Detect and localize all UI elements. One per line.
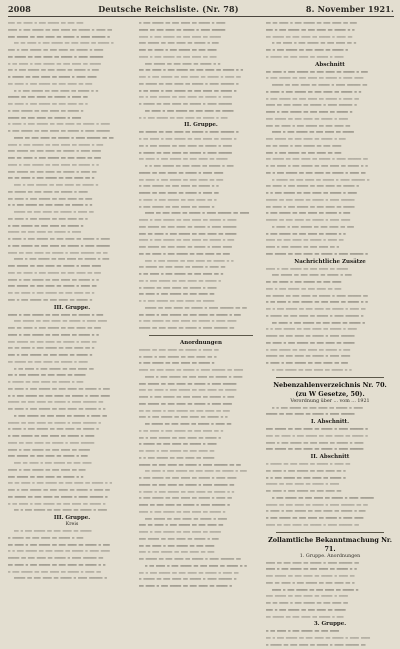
col1-subheading-2: Kreis <box>65 522 79 527</box>
text-line: ▬ ▬▬▬ ▬▬▬▬▬ ▬▬ ▬▬▬ ▬▬▬▬ ▬▬ ▬▬▬▬▬ ▬ ▬▬▬▬ ▬▬ <box>139 495 232 501</box>
text-line: ▬▬▬ ▬▬▬▬▬ ▬▬ ▬▬▬ ▬▬▬▬ ▬▬ ▬▬▬▬▬ ▬ ▬▬▬▬ ▬▬ <box>8 168 97 174</box>
col3-heading-4: II. Abschnitt <box>310 454 350 460</box>
text-line: ▬ ▬▬▬ ▬▬▬▬▬ ▬▬ ▬▬▬ ▬▬▬▬ ▬▬ ▬▬▬▬▬ ▬ ▬▬▬ <box>266 346 350 352</box>
text-line: ▬▬▬▬ ▬ ▬▬▬ ▬▬▬▬▬ ▬▬ ▬▬▬ ▬▬▬▬ ▬▬ ▬▬▬▬▬ ▬ ▬▬▬▬ <box>139 217 237 222</box>
text-line: ▬▬▬▬ ▬ ▬▬▬ ▬▬▬▬▬ ▬▬ ▬▬▬ ▬▬▬▬ ▬▬ ▬▬▬▬▬ ▬ <box>272 586 359 592</box>
text-line: ▬▬▬▬ ▬ ▬▬▬ ▬▬▬▬▬ ▬▬ ▬▬▬ ▬▬▬▬ ▬▬ ▬▬▬▬▬ ▬ ▬▬▬ <box>14 256 109 262</box>
text-line: ▬▬▬▬▬ ▬▬ ▬▬▬ ▬▬▬▬ ▬▬ ▬▬▬▬▬ ▬ ▬▬▬▬ ▬▬▬▬▬▬ ▬▬ <box>139 481 234 487</box>
text-line: ▬ ▬▬ ▬▬▬▬ ▬ ▬▬▬ ▬▬▬▬▬ ▬▬ ▬▬▬ ▬▬▬▬ ▬▬ ▬ <box>272 40 356 46</box>
text-line: ▬ ▬ ▬▬▬ ▬▬▬▬▬ ▬▬ ▬▬▬ ▬▬▬▬ ▬▬ ▬▬▬▬▬ <box>139 298 215 303</box>
column-2 <box>139 20 263 605</box>
text-line: ▬▬ ▬▬▬▬ ▬ ▬▬▬ ▬▬▬▬▬ ▬▬ ▬▬▬ ▬▬▬▬ ▬▬ ▬▬▬▬▬ ▬ <box>266 183 359 189</box>
text-line: ▬▬▬▬▬ ▬▬ ▬▬▬ ▬▬▬▬ ▬▬ ▬▬▬▬▬ ▬ ▬▬▬▬ ▬▬▬▬ <box>139 169 223 175</box>
text-line: ▬▬ ▬ ▬▬▬ ▬▬▬▬▬ ▬▬ ▬▬▬ ▬▬▬▬ ▬▬ ▬▬▬▬▬ ▬ ▬▬▬▬ <box>14 507 107 513</box>
text-line: ▬▬▬ ▬▬▬▬▬ ▬▬ ▬▬▬ ▬▬▬▬ ▬▬ ▬▬▬▬▬ ▬ ▬▬▬▬ ▬▬▬▬ <box>139 400 232 406</box>
text-line: ▬ ▬▬▬ ▬▬▬▬▬ ▬▬ ▬▬▬ ▬▬▬▬ ▬▬ ▬▬▬▬▬ ▬ <box>8 222 84 228</box>
text-line: ▬▬▬▬ ▬ ▬▬▬ ▬▬▬▬▬ ▬▬ ▬▬▬ ▬▬▬▬ ▬▬ ▬▬▬ <box>139 53 217 59</box>
col3-block-2 <box>266 69 394 258</box>
text-line: ▬▬▬▬ ▬ ▬▬▬ ▬▬▬▬▬ ▬▬ ▬▬▬ ▬▬▬▬ ▬▬ ▬▬▬▬▬ ▬ <box>266 109 353 114</box>
text-line: ▬▬ ▬ ▬▬▬ ▬▬▬▬▬ ▬▬ ▬▬▬ ▬▬▬▬ ▬▬ ▬▬▬▬▬ ▬ ▬▬▬▬ ▬▬▬▬ <box>266 635 370 640</box>
text-line: ▬▬ ▬▬▬▬ ▬ ▬▬▬ ▬▬▬▬▬ ▬▬ ▬▬▬ ▬▬▬▬ ▬▬ ▬▬▬▬▬ ▬ ▬ <box>8 561 106 567</box>
text-line: ▬ ▬▬▬▬ ▬ ▬▬▬ ▬▬▬▬▬ ▬▬ ▬▬▬ ▬▬▬▬ ▬▬ ▬▬▬▬▬ ▬ ▬ <box>266 88 361 94</box>
col1-block-2 <box>8 196 136 304</box>
text-line: ▬▬ ▬▬▬▬▬ ▬▬ ▬▬▬ ▬▬▬▬ ▬▬ ▬▬▬▬▬ ▬ ▬▬▬▬ ▬▬▬▬▬▬ ▬ <box>139 80 239 86</box>
col3-block-7 <box>266 560 394 621</box>
text-line: ▬▬ ▬▬▬▬ ▬ ▬▬▬ ▬▬▬▬▬ ▬▬ ▬▬▬ ▬▬▬▬ ▬▬ ▬▬▬▬▬ ▬ ▬▬▬ <box>8 541 110 547</box>
text-line: ▬▬▬▬▬ ▬▬ ▬▬▬ ▬▬▬▬ ▬▬ ▬▬▬▬▬ ▬ ▬▬▬▬ <box>8 114 81 120</box>
text-line: ▬▬▬▬ ▬▬ ▬▬▬ ▬▬▬▬ ▬▬ ▬▬▬▬▬ ▬ ▬▬▬▬ ▬▬ <box>266 237 344 243</box>
column-1 <box>8 20 136 605</box>
text-line: ▬▬▬ ▬▬ ▬▬▬▬ ▬ ▬▬▬ ▬▬▬▬▬ ▬▬ ▬▬▬ ▬▬▬▬ ▬▬ ▬▬▬▬▬ ▬ <box>266 432 368 438</box>
text-line: ▬▬ ▬▬▬▬ ▬ ▬▬▬ ▬▬▬▬▬ ▬▬ ▬▬▬ ▬▬▬▬ ▬▬ ▬▬▬▬▬ ▬ ▬▬▬ <box>139 311 241 317</box>
text-line: ▬ ▬▬▬▬▬ ▬▬ ▬▬▬ ▬▬▬▬ ▬▬ ▬▬▬▬▬ ▬ ▬▬▬▬ ▬▬▬▬▬▬ <box>139 149 232 155</box>
text-line: ▬▬▬▬ ▬ ▬▬▬ ▬▬▬▬▬ ▬▬ ▬▬▬ ▬▬▬▬ ▬▬ ▬▬▬▬▬ ▬ ▬▬▬▬ <box>145 373 243 379</box>
text-line: ▬ ▬▬▬▬ ▬ ▬▬▬ ▬▬▬▬▬ ▬▬ ▬▬▬ ▬▬▬▬ ▬▬ ▬ <box>139 196 217 202</box>
text-line: ▬▬ ▬▬ ▬▬▬▬ ▬ ▬▬▬ ▬▬▬▬▬ ▬▬ ▬▬▬ ▬▬▬▬ ▬▬ <box>266 600 348 605</box>
text-line: ▬▬▬▬▬ ▬▬ ▬▬▬ ▬▬▬▬ ▬▬ ▬▬▬▬▬ ▬ ▬▬▬▬ ▬▬▬▬▬▬ ▬▬ ▬▬ <box>145 304 247 310</box>
col3-heading-2: Nachrichtliche Zusätze <box>294 258 366 265</box>
text-line: ▬ ▬▬▬▬ ▬ ▬▬▬ ▬▬▬▬▬ ▬▬ ▬▬▬ ▬▬▬▬ ▬▬ ▬▬▬ <box>272 223 354 229</box>
text-line: ▬▬▬▬▬ ▬▬ ▬▬▬ ▬▬▬▬ ▬▬ ▬▬▬▬▬ ▬ ▬▬▬▬ ▬▬ <box>8 94 88 100</box>
text-line: ▬▬ ▬▬ ▬▬▬▬ ▬ ▬▬▬ ▬▬▬▬▬ ▬▬ ▬▬▬ ▬▬▬▬ ▬▬ ▬ <box>8 345 95 351</box>
text-line: ▬▬ ▬▬ ▬▬▬▬ ▬ ▬▬▬ ▬▬▬▬▬ ▬▬ ▬▬▬ ▬▬▬▬ ▬▬ ▬▬▬▬▬ ▬ <box>14 40 114 46</box>
text-line: ▬ ▬▬▬ ▬▬▬▬▬ ▬▬ ▬▬▬ ▬▬▬▬ ▬▬ ▬▬▬▬▬ ▬ ▬▬▬▬ ▬▬ <box>14 412 107 418</box>
text-line: ▬▬ ▬ ▬▬▬ ▬▬▬▬▬ ▬▬ ▬▬▬ ▬▬▬▬ ▬▬ ▬▬▬▬▬ <box>8 372 86 378</box>
text-line: ▬ ▬ ▬▬▬ ▬▬▬▬▬ ▬▬ ▬▬▬ ▬▬▬▬ ▬▬ ▬▬▬▬▬ ▬ ▬▬▬▬ ▬▬▬▬ <box>8 548 110 554</box>
text-line: ▬▬ ▬▬ ▬▬▬▬ ▬ ▬▬▬ ▬▬▬▬▬ ▬▬ ▬▬▬ ▬▬▬▬ ▬▬ ▬▬▬ <box>266 20 357 25</box>
text-line: ▬▬▬▬ ▬ ▬▬▬ ▬▬▬▬▬ ▬▬ ▬▬▬ ▬▬▬▬ ▬▬ ▬▬▬▬▬ ▬ ▬ <box>266 566 357 572</box>
text-line: ▬▬ ▬▬▬▬ ▬ ▬▬▬ ▬▬▬▬▬ ▬▬ ▬▬▬ ▬▬▬▬ ▬▬ ▬▬▬ <box>8 80 92 86</box>
text-line: ▬ ▬▬▬▬▬ ▬▬ ▬▬▬ ▬▬▬▬ ▬▬ ▬▬▬▬▬ ▬ ▬▬▬▬ ▬▬ <box>266 461 350 466</box>
col3-big-heading-2: Zollamtliche Bekanntmachung Nr. 71. <box>268 535 392 553</box>
text-line: ▬▬▬▬ ▬ ▬▬▬ ▬▬▬▬▬ ▬▬ ▬▬▬ ▬▬▬▬ ▬▬ ▬▬▬▬▬ <box>8 446 90 452</box>
text-line: ▬ ▬▬▬▬▬ ▬▬ ▬▬▬ ▬▬▬▬ ▬▬ ▬▬▬▬▬ ▬ ▬▬▬▬ ▬▬▬▬ <box>8 74 97 79</box>
text-line: ▬ ▬▬▬ ▬▬▬▬▬ ▬▬ ▬▬▬ ▬▬▬▬ ▬▬ ▬▬▬▬▬ ▬ <box>8 107 84 113</box>
text-line: ▬▬ ▬▬▬▬▬ ▬▬ ▬▬▬ ▬▬▬▬ ▬▬ ▬▬▬▬▬ ▬ ▬▬▬▬ ▬▬▬▬▬▬ <box>8 53 103 59</box>
text-line: ▬▬ ▬▬▬▬▬ ▬▬ ▬▬▬ ▬▬▬▬ ▬▬ ▬▬▬▬▬ ▬ ▬▬▬▬ ▬▬▬▬▬▬ ▬▬ <box>266 156 368 162</box>
text-line: ▬▬▬ ▬▬▬▬▬ ▬▬ ▬▬▬ ▬▬▬▬ ▬▬ ▬▬▬▬▬ ▬ ▬▬▬▬ ▬▬ <box>8 283 97 289</box>
text-line: ▬▬▬▬▬ ▬▬ ▬▬▬ ▬▬▬▬ ▬▬ ▬▬▬▬▬ ▬ ▬▬▬▬ ▬▬▬▬▬▬ ▬▬ <box>139 325 234 330</box>
text-line: ▬▬▬ ▬▬ ▬▬▬▬ ▬ ▬▬▬ ▬▬▬▬▬ ▬▬ ▬▬▬ ▬▬▬▬ ▬▬ ▬▬▬ <box>8 325 101 330</box>
text-line: ▬▬▬▬ ▬ ▬▬▬ ▬▬▬▬▬ ▬▬ ▬▬▬ ▬▬▬▬ ▬▬ ▬▬▬▬▬ ▬ ▬ <box>8 276 99 282</box>
text-line: ▬▬▬▬ ▬ ▬▬▬ ▬▬▬▬▬ ▬▬ ▬▬▬ ▬▬▬▬ ▬▬ ▬▬▬▬▬ ▬ <box>139 508 226 514</box>
col3-block-4 <box>266 405 394 419</box>
text-line: ▬ ▬▬▬ ▬▬▬▬▬ ▬▬ ▬▬▬ ▬▬▬▬ ▬▬ ▬▬▬▬▬ ▬ ▬ <box>272 366 352 372</box>
text-line: ▬▬ ▬▬ ▬▬▬▬ ▬ ▬▬▬ ▬▬▬▬▬ ▬▬ ▬▬▬ ▬▬▬▬ <box>139 542 215 548</box>
text-line: ▬▬ ▬▬▬▬ ▬ ▬▬▬ ▬▬▬▬▬ ▬▬ ▬▬▬ ▬▬▬▬ ▬▬ <box>139 448 215 453</box>
text-line: ▬▬▬▬ ▬ ▬▬▬ ▬▬▬▬▬ ▬▬ ▬▬▬ ▬▬▬▬ ▬▬ ▬▬▬▬▬ <box>139 529 221 534</box>
text-line: ▬▬ ▬ ▬▬▬ ▬▬▬▬▬ ▬▬ ▬▬▬ ▬▬▬▬ ▬▬ ▬▬▬▬▬ ▬ <box>139 277 221 283</box>
text-line: ▬▬▬▬ ▬▬ ▬▬▬ ▬▬▬▬ ▬▬ ▬▬▬▬▬ ▬ ▬▬▬▬ ▬▬▬▬▬▬ ▬▬ <box>266 559 359 565</box>
text-line: ▬▬ ▬▬▬▬▬ ▬▬ ▬▬▬ ▬▬▬▬ ▬▬ ▬▬▬▬▬ ▬ ▬▬▬▬ <box>8 188 88 194</box>
text-line: ▬▬ ▬▬ ▬▬▬▬ ▬ ▬▬▬ ▬▬▬▬▬ ▬▬ ▬▬▬ ▬▬▬▬ <box>266 279 342 284</box>
text-line: ▬ ▬▬▬▬▬ ▬▬ ▬▬▬ ▬▬▬▬ ▬▬ ▬▬▬▬▬ ▬ ▬▬▬▬ <box>139 284 217 290</box>
text-line: ▬ ▬▬▬ ▬▬▬▬▬ ▬▬ ▬▬▬ ▬▬▬▬ ▬▬ ▬▬▬▬▬ ▬ ▬ <box>266 230 346 236</box>
col2-block-1 <box>139 20 263 121</box>
text-line: ▬▬ ▬▬▬▬ ▬ ▬▬▬ ▬▬▬▬▬ ▬▬ ▬▬▬ ▬▬▬▬ ▬▬ ▬▬▬▬▬ <box>145 107 234 113</box>
text-line: ▬▬▬ ▬ ▬▬▬ ▬▬▬▬▬ ▬▬ ▬▬▬ ▬▬▬▬ ▬▬ ▬▬▬▬▬ ▬ <box>8 352 92 357</box>
text-line: ▬▬▬ ▬▬▬▬▬ ▬▬ ▬▬▬ ▬▬▬▬ ▬▬ ▬▬▬▬▬ ▬ ▬ <box>145 60 221 66</box>
text-line: ▬ ▬▬▬ ▬▬▬▬▬ ▬▬ ▬▬▬ ▬▬▬▬ ▬▬ ▬▬▬▬▬ ▬ ▬▬▬ <box>266 210 350 216</box>
page-header <box>8 4 394 16</box>
text-line: ▬▬ ▬▬▬▬ ▬ ▬▬▬ ▬▬▬▬▬ ▬▬ ▬▬▬ ▬▬▬▬ ▬▬ ▬ <box>266 467 346 473</box>
text-line: ▬▬▬ ▬ ▬▬▬ ▬▬▬▬▬ ▬▬ ▬▬▬ ▬▬▬▬ ▬▬ ▬▬▬▬▬ ▬ <box>8 296 92 302</box>
text-line: ▬ ▬▬▬▬▬ ▬▬ ▬▬▬ ▬▬▬▬ ▬▬ ▬▬▬▬▬ ▬ ▬▬▬▬ <box>139 441 217 447</box>
text-line: ▬▬▬▬ ▬ ▬▬▬ ▬▬▬▬▬ ▬▬ ▬▬▬ ▬▬▬▬ ▬▬ ▬▬▬▬▬ ▬ ▬▬▬ <box>139 237 234 243</box>
text-line: ▬▬▬ ▬▬▬▬▬ ▬▬ ▬▬▬ ▬▬▬▬ ▬▬ ▬▬▬▬▬ ▬ ▬▬▬▬ ▬▬▬▬▬▬ <box>266 446 364 452</box>
header-rule <box>8 16 394 17</box>
text-line: ▬▬ ▬▬ ▬▬▬▬ ▬ ▬▬▬ ▬▬▬▬▬ ▬▬ ▬▬▬ ▬▬▬▬ ▬▬ ▬▬▬ <box>139 250 230 256</box>
text-line: ▬▬ ▬▬ ▬▬▬▬ ▬ ▬▬▬ ▬▬▬▬▬ ▬▬ ▬▬▬ ▬▬▬▬ ▬▬ ▬▬▬ <box>139 407 230 413</box>
text-line: ▬ ▬▬ ▬▬▬▬ ▬ ▬▬▬ ▬▬▬▬▬ ▬▬ ▬▬▬ ▬▬▬▬ ▬▬ ▬▬▬▬▬ <box>8 60 101 66</box>
text-line: ▬ ▬▬ ▬▬▬▬ ▬ ▬▬▬ ▬▬▬▬▬ ▬▬ ▬▬▬ ▬▬▬▬ ▬▬ ▬▬▬▬▬ ▬ <box>139 136 237 141</box>
text-line: ▬▬▬ ▬▬ ▬▬▬▬ ▬ ▬▬▬ ▬▬▬▬▬ ▬▬ ▬▬▬ ▬▬▬ <box>8 20 84 25</box>
text-line: ▬▬▬ ▬▬ ▬▬▬▬ ▬ ▬▬▬ ▬▬▬▬▬ ▬▬ ▬▬▬ ▬▬▬▬ ▬▬ <box>266 122 350 128</box>
text-line: ▬ ▬▬▬▬ ▬ ▬▬▬ ▬▬▬▬▬ ▬▬ ▬▬▬ ▬▬▬▬ ▬▬ ▬▬▬▬▬ ▬ ▬ <box>139 488 234 494</box>
text-line: ▬ ▬ ▬▬▬ ▬▬▬▬▬ ▬▬ ▬▬▬ ▬▬▬▬ ▬▬ ▬▬▬▬▬ <box>139 454 215 460</box>
text-line: ▬▬▬ ▬▬▬▬▬ ▬▬ ▬▬▬ ▬▬▬▬ ▬▬ ▬▬▬▬▬ ▬ ▬▬▬ <box>139 535 219 541</box>
text-line: ▬▬ ▬▬▬▬ ▬ ▬▬▬ ▬▬▬▬▬ ▬▬ ▬▬▬ ▬▬▬▬ ▬▬ ▬▬▬▬▬ <box>266 203 355 209</box>
text-line: ▬▬▬ ▬▬▬▬▬ ▬▬ ▬▬▬ ▬▬▬▬ ▬▬ ▬▬▬▬▬ ▬ ▬▬▬▬ ▬▬▬▬▬▬ ▬ <box>8 33 110 39</box>
col3-block-6 <box>266 461 394 529</box>
text-line: ▬ ▬▬▬▬ ▬ ▬▬▬ ▬▬▬▬▬ ▬▬ ▬▬▬ ▬▬▬▬ ▬▬ ▬▬▬▬▬ ▬ <box>8 426 99 432</box>
text-line: ▬ ▬▬▬▬▬ ▬▬ ▬▬▬ ▬▬▬▬ ▬▬ ▬▬▬▬▬ ▬ ▬▬▬ <box>8 379 84 384</box>
text-line: ▬▬▬ ▬▬▬▬▬ ▬▬ ▬▬▬ ▬▬▬▬ ▬▬ ▬▬▬▬▬ ▬ ▬▬▬▬ ▬▬▬▬▬▬ ▬ <box>266 250 368 256</box>
text-line: ▬▬ ▬▬▬▬▬ ▬▬ ▬▬▬ ▬▬▬▬ ▬▬ ▬▬▬▬▬ ▬ ▬▬▬▬ ▬▬▬▬▬▬ ▬ <box>8 493 108 499</box>
text-line: ▬▬ ▬▬ ▬▬▬▬ ▬ ▬▬▬ ▬▬▬▬▬ ▬▬ ▬▬▬ ▬▬▬▬ ▬▬ ▬ <box>8 290 95 295</box>
text-line: ▬▬▬▬▬ ▬▬ ▬▬▬ ▬▬▬▬ ▬▬ ▬▬▬▬▬ ▬ ▬▬▬▬ ▬▬ <box>139 346 219 352</box>
page-date: 8. November 1921. <box>305 4 394 14</box>
text-line: ▬▬ ▬▬ ▬▬▬▬ ▬ ▬▬▬ ▬▬▬▬▬ ▬▬ ▬▬▬ ▬▬▬▬ <box>266 142 342 148</box>
text-line: ▬▬ ▬ ▬▬▬ ▬▬▬▬▬ ▬▬ ▬▬▬ ▬▬▬▬ ▬▬ ▬▬▬▬▬ ▬ ▬▬▬▬ ▬▬ <box>139 569 239 575</box>
text-line: ▬▬ ▬▬▬▬▬ ▬▬ ▬▬▬ ▬▬▬▬ ▬▬ ▬▬▬▬▬ ▬ ▬▬▬▬ ▬▬▬▬▬▬ ▬▬ <box>139 556 241 561</box>
text-line: ▬▬▬▬▬ ▬▬ ▬▬▬ ▬▬▬▬ ▬▬ ▬▬▬▬▬ ▬ ▬▬▬▬ ▬▬▬▬▬▬ <box>266 333 355 338</box>
text-line: ▬▬▬▬ ▬▬ ▬▬▬ ▬▬▬▬ ▬▬ ▬▬▬▬▬ ▬ ▬▬▬▬ ▬▬▬▬▬▬ <box>8 439 95 445</box>
col2-block-2 <box>139 129 263 332</box>
text-line: ▬▬ ▬ ▬▬▬ ▬▬▬▬▬ ▬▬ ▬▬▬ ▬▬▬▬ ▬▬ ▬▬▬▬▬ ▬ ▬▬▬ <box>8 67 99 73</box>
text-line: ▬▬ ▬▬▬▬ ▬ ▬▬▬ ▬▬▬▬▬ ▬▬ ▬▬▬ ▬▬▬▬ ▬▬ ▬▬▬▬▬ ▬ ▬▬▬ <box>145 468 247 474</box>
text-line: ▬ ▬▬ ▬▬▬▬ ▬ ▬▬▬ ▬▬▬▬▬ ▬▬ ▬▬▬ ▬▬▬▬ <box>266 628 339 634</box>
text-line: ▬▬▬ ▬ ▬▬▬ ▬▬▬▬▬ ▬▬ ▬▬▬ ▬▬▬▬ ▬▬ ▬▬▬▬▬ <box>266 606 346 612</box>
text-line: ▬▬ ▬▬▬▬ ▬ ▬▬▬ ▬▬▬▬▬ ▬▬ ▬▬▬ ▬▬▬▬ ▬▬ <box>266 488 342 493</box>
text-line: ▬▬▬ ▬▬▬▬▬ ▬▬ ▬▬▬ ▬▬▬▬ ▬▬ ▬▬▬▬▬ ▬ ▬▬▬ <box>266 136 346 141</box>
text-line: ▬▬ ▬▬ ▬▬▬▬ ▬ ▬▬▬ ▬▬▬▬▬ ▬▬ ▬▬▬ ▬▬▬▬ ▬▬ ▬▬▬▬▬ ▬ ▬ <box>139 67 243 73</box>
text-line: ▬▬ ▬▬▬▬ ▬ ▬▬▬ ▬▬▬▬▬ ▬▬ ▬▬▬ ▬▬▬▬ ▬▬ ▬▬▬▬▬ ▬ ▬▬▬ <box>266 68 368 74</box>
text-line: ▬▬ ▬▬▬▬▬ ▬▬ ▬▬▬ ▬▬▬▬ ▬▬ ▬▬▬▬▬ ▬ ▬▬▬▬ ▬▬ <box>145 421 232 426</box>
text-line: ▬ ▬ ▬▬▬ ▬▬▬▬▬ ▬▬ ▬▬▬ ▬▬▬▬ ▬▬ ▬▬▬▬▬ ▬ ▬ <box>8 202 92 208</box>
text-line: ▬ ▬ ▬▬▬ ▬▬▬▬▬ ▬▬ ▬▬▬ ▬▬▬▬ ▬▬ ▬▬▬▬▬ ▬ ▬▬▬▬ <box>266 190 357 195</box>
text-line: ▬▬▬ ▬▬▬▬▬ ▬▬ ▬▬▬ ▬▬▬▬ ▬▬ ▬▬▬▬▬ ▬ ▬▬▬▬ ▬▬ <box>266 573 355 578</box>
page-number: 2008 <box>8 4 32 14</box>
text-line: ▬▬▬ ▬ ▬▬▬ ▬▬▬▬▬ ▬▬ ▬▬▬ ▬▬▬▬ ▬▬ ▬▬▬▬▬ ▬ ▬▬▬▬ ▬▬ <box>8 487 110 492</box>
text-line: ▬ ▬▬▬ ▬▬▬▬▬ ▬▬ ▬▬▬ ▬▬▬▬ ▬▬ ▬▬▬▬▬ ▬ ▬▬▬▬ ▬▬ <box>8 568 101 574</box>
text-line: ▬▬ ▬ ▬▬▬ ▬▬▬▬▬ ▬▬ ▬▬▬ ▬▬▬▬ ▬▬ ▬▬▬▬▬ ▬ <box>139 434 221 440</box>
col3-subheading-1: Verordnung über ... vom ... 1921 <box>290 398 370 404</box>
text-line: ▬ ▬▬▬ ▬▬▬▬▬ ▬▬ ▬▬▬ ▬▬▬▬ ▬▬ ▬▬▬▬▬ ▬ ▬▬▬▬ ▬▬▬▬▬▬ <box>8 128 110 133</box>
text-line: ▬▬▬▬▬ ▬▬ ▬▬▬ ▬▬▬▬ ▬▬ ▬▬▬▬▬ ▬ ▬▬▬▬ ▬▬▬▬▬▬ ▬▬ <box>8 555 103 560</box>
text-line: ▬▬▬ ▬▬▬▬▬ ▬▬ ▬▬▬ ▬▬▬▬ ▬▬ ▬▬▬▬▬ ▬ ▬▬▬▬ ▬▬▬▬▬▬ <box>139 380 237 386</box>
text-line: ▬▬▬▬▬ ▬▬ ▬▬▬ ▬▬▬▬ ▬▬ ▬▬▬▬▬ ▬ ▬▬▬▬ ▬▬▬▬▬▬ <box>266 411 355 417</box>
text-line: ▬▬▬ ▬▬▬▬▬ ▬▬ ▬▬▬ ▬▬▬▬ ▬▬ ▬▬▬▬▬ ▬ ▬▬▬▬ <box>266 593 348 599</box>
text-line: ▬▬▬▬ ▬ ▬▬▬ ▬▬▬▬▬ ▬▬ ▬▬▬ ▬▬▬▬ ▬▬ ▬▬▬▬▬ ▬ ▬ <box>8 161 99 167</box>
text-line: ▬▬▬▬▬ ▬▬ ▬▬▬ ▬▬▬▬ ▬▬ ▬▬▬▬▬ ▬ ▬▬▬▬ <box>8 229 81 235</box>
text-line: ▬▬ ▬ ▬▬▬ ▬▬▬▬▬ ▬▬ ▬▬▬ ▬▬▬▬ ▬▬ ▬▬▬▬▬ <box>14 528 92 533</box>
column-3 <box>266 20 394 647</box>
text-line: ▬▬▬▬▬ ▬▬ ▬▬▬ ▬▬▬▬ ▬▬ ▬▬▬▬▬ ▬ ▬▬▬▬ ▬▬ <box>14 209 94 214</box>
col2-heading-2: Anordnungen <box>179 339 223 346</box>
text-line: ▬▬▬▬ ▬ ▬▬▬ ▬▬▬▬▬ ▬▬ ▬▬▬ ▬▬▬▬ ▬▬ ▬▬▬▬▬ ▬ ▬▬▬▬ ▬▬ <box>8 26 112 32</box>
text-line: ▬▬▬ ▬ ▬▬▬ ▬▬▬▬▬ ▬▬ ▬▬▬ ▬▬▬▬ ▬▬ ▬▬▬ <box>266 285 342 291</box>
text-line: ▬▬▬▬▬ ▬▬ ▬▬▬ ▬▬▬▬ ▬▬ ▬▬▬▬▬ ▬ ▬▬▬▬ ▬▬▬▬▬▬ ▬▬ <box>8 399 103 405</box>
text-line: ▬▬▬▬▬ ▬▬ ▬▬▬ ▬▬▬▬ ▬▬ ▬▬▬▬▬ ▬ ▬▬▬▬ <box>266 481 339 487</box>
col2-heading-1: II. Gruppe. <box>184 122 218 129</box>
text-line: ▬▬▬ ▬▬ ▬▬▬▬ ▬ ▬▬▬ ▬▬▬▬▬ ▬▬ ▬▬▬ ▬▬▬▬ ▬▬ ▬▬▬▬▬ <box>139 387 237 393</box>
text-line: ▬ ▬▬▬▬ ▬ ▬▬▬ ▬▬▬▬▬ ▬▬ ▬▬▬ ▬▬▬▬ ▬▬ ▬▬▬▬▬ ▬ ▬▬▬▬ <box>8 121 110 127</box>
text-line: ▬ ▬▬▬ ▬▬▬▬▬ ▬▬ ▬▬▬ ▬▬▬▬ ▬▬ ▬▬▬▬▬ ▬ ▬▬▬▬ <box>139 20 226 25</box>
text-line: ▬▬▬ ▬▬▬▬▬ ▬▬ ▬▬▬ ▬▬▬▬ ▬▬ ▬▬▬▬▬ ▬ ▬▬▬ <box>272 272 352 278</box>
text-line: ▬▬▬ ▬▬▬▬▬ ▬▬ ▬▬▬ ▬▬▬▬ ▬▬ ▬▬▬▬▬ ▬ ▬▬▬▬ ▬▬▬▬ <box>139 244 232 249</box>
col3-big-heading-1b: (zu W Gesetze, 50). <box>295 389 365 398</box>
text-line: ▬▬▬ ▬ ▬▬▬ ▬▬▬▬▬ ▬▬ ▬▬▬ ▬▬▬▬ ▬▬ ▬▬▬▬▬ ▬ ▬ <box>266 26 355 32</box>
text-line: ▬▬▬▬▬ ▬▬ ▬▬▬ ▬▬▬▬ ▬▬ ▬▬▬▬▬ ▬ ▬▬▬▬ ▬▬▬▬▬▬ ▬▬ ▬▬ <box>139 461 241 467</box>
text-line: ▬ ▬▬▬▬▬ ▬▬ ▬▬▬ ▬▬▬▬ ▬▬ ▬▬▬▬▬ ▬ ▬▬▬▬ ▬▬▬▬▬▬ <box>139 101 232 106</box>
text-line: ▬▬ ▬▬▬▬ ▬ ▬▬▬ ▬▬▬▬▬ ▬▬ ▬▬▬ ▬▬▬▬ ▬▬ ▬▬▬▬▬ ▬ ▬ <box>8 406 106 411</box>
col1-heading-1: III. Gruppe. <box>53 304 91 311</box>
text-line: ▬ ▬▬▬▬▬ ▬▬ ▬▬▬ ▬▬▬▬ ▬▬ ▬▬▬▬▬ ▬ ▬▬▬▬ ▬▬▬▬▬▬ ▬ <box>266 312 364 318</box>
text-line: ▬▬▬ ▬▬▬▬▬ ▬▬ ▬▬▬ ▬▬▬▬ ▬▬ ▬▬▬▬▬ ▬ ▬▬▬▬ <box>145 515 227 521</box>
text-line: ▬ ▬ ▬▬▬ ▬▬▬▬▬ ▬▬ ▬▬▬ ▬▬▬▬ ▬▬ ▬▬▬▬▬ ▬ ▬▬▬ <box>145 163 234 168</box>
text-line: ▬▬▬ ▬ ▬▬▬ ▬▬▬▬▬ ▬▬ ▬▬▬ ▬▬▬▬ ▬▬ ▬▬▬▬▬ ▬ ▬ <box>139 414 228 420</box>
text-line: ▬ ▬ ▬▬▬ ▬▬▬▬▬ ▬▬ ▬▬▬ ▬▬▬▬ ▬▬ ▬▬▬▬▬ ▬ ▬▬▬▬ <box>272 404 363 410</box>
text-line: ▬▬▬▬ ▬▬ ▬▬▬ ▬▬▬▬ ▬▬ ▬▬▬▬▬ ▬ ▬▬▬▬ ▬▬▬▬▬▬ ▬▬ ▬▬ <box>8 249 108 255</box>
text-line: ▬ ▬▬▬ ▬▬▬▬▬ ▬▬ ▬▬▬ ▬▬▬▬ ▬▬ ▬▬▬▬▬ ▬ ▬▬▬▬ ▬▬▬▬▬▬ <box>272 494 374 500</box>
text-line: ▬▬ ▬ ▬▬▬ ▬▬▬▬▬ ▬▬ ▬▬▬ ▬▬▬▬ ▬▬ ▬▬▬▬▬ ▬ ▬▬▬▬ <box>139 94 232 100</box>
text-line: ▬▬ ▬▬▬▬ ▬ ▬▬▬ ▬▬▬▬▬ ▬▬ ▬▬▬ ▬▬▬▬ ▬▬ ▬▬▬▬▬ ▬ ▬▬▬ <box>8 385 110 391</box>
text-line: ▬ ▬▬▬▬▬ ▬▬ ▬▬▬ ▬▬▬▬ ▬▬ ▬▬▬▬▬ ▬ ▬▬▬▬ <box>266 53 344 59</box>
text-line: ▬▬ ▬▬▬▬▬ ▬▬ ▬▬▬ ▬▬▬▬ ▬▬ ▬▬▬▬▬ ▬ ▬▬▬▬ ▬▬▬▬▬▬ ▬ <box>139 129 239 135</box>
text-line: ▬▬ ▬▬▬▬ ▬ ▬▬▬ ▬▬▬▬▬ ▬▬ ▬▬▬ ▬▬▬▬ ▬▬ ▬▬▬ <box>139 176 223 182</box>
text-line: ▬▬▬▬ ▬ ▬▬▬ ▬▬▬▬▬ ▬▬ ▬▬▬ ▬▬▬▬ ▬▬ ▬▬▬ <box>8 466 86 472</box>
text-line: ▬▬▬ ▬ ▬▬▬ ▬▬▬▬▬ ▬▬ ▬▬▬ ▬▬▬▬ ▬▬ ▬▬▬▬▬ ▬ <box>14 182 98 187</box>
text-line: ▬▬ ▬▬▬▬ ▬ ▬▬▬ ▬▬▬▬▬ ▬▬ ▬▬▬ ▬▬▬▬ ▬▬ ▬ <box>8 215 88 221</box>
text-line: ▬▬▬ ▬▬▬▬▬ ▬▬ ▬▬▬ ▬▬▬▬ ▬▬ ▬▬▬▬▬ ▬ ▬▬▬▬ ▬▬▬▬ <box>14 318 107 324</box>
text-line: ▬▬▬▬▬ ▬▬ ▬▬▬ ▬▬▬▬ ▬▬ ▬▬▬▬▬ ▬ ▬▬▬▬ ▬▬ <box>139 190 219 195</box>
text-line: ▬ ▬▬▬ ▬▬▬▬▬ ▬▬ ▬▬▬ ▬▬▬▬ ▬▬ ▬▬▬▬▬ ▬ <box>139 203 215 209</box>
text-line: ▬ ▬ ▬▬▬ ▬▬▬▬▬ ▬▬ ▬▬▬ ▬▬▬▬ ▬▬ ▬▬▬▬▬ ▬ <box>266 474 346 480</box>
col2-separator <box>149 335 253 336</box>
text-line: ▬▬ ▬▬▬▬▬ ▬▬ ▬▬▬ ▬▬▬▬ ▬▬ ▬▬▬▬▬ ▬ ▬▬▬▬ <box>8 358 88 364</box>
text-line: ▬▬▬▬ ▬▬ ▬▬▬ ▬▬▬▬ ▬▬ ▬▬▬▬▬ ▬ ▬▬▬▬ ▬▬▬▬▬▬ <box>139 26 226 32</box>
text-line: ▬▬ ▬▬▬▬ ▬ ▬▬▬ ▬▬▬▬▬ ▬▬ ▬▬▬ ▬▬▬▬ ▬▬ ▬▬▬▬▬ <box>266 339 355 345</box>
text-line: ▬ ▬▬ ▬▬▬▬ ▬ ▬▬▬ ▬▬▬▬▬ ▬▬ ▬▬▬ ▬▬▬▬ ▬▬ ▬ <box>139 271 223 276</box>
text-line: ▬▬ ▬▬▬▬▬ ▬▬ ▬▬▬ ▬▬▬▬ ▬▬ ▬▬▬▬▬ ▬ ▬▬▬▬ ▬▬▬▬▬▬ ▬▬ <box>266 292 368 298</box>
text-line: ▬ ▬▬ ▬▬▬▬ ▬ ▬▬▬ ▬▬▬▬▬ ▬▬ ▬▬▬ ▬▬▬▬ ▬▬ ▬▬▬▬▬ ▬ <box>8 500 106 506</box>
col3-big-heading-1: Nebenzahlenverzeichnis Nr. 70. <box>273 380 387 389</box>
text-line: ▬▬ ▬▬▬▬ ▬ ▬▬▬ ▬▬▬▬▬ ▬▬ ▬▬▬ ▬▬▬▬ ▬▬ ▬▬▬▬▬ <box>139 156 228 162</box>
text-line: ▬▬▬▬ ▬ ▬▬▬ ▬▬▬▬▬ ▬▬ ▬▬▬ ▬▬▬▬ ▬▬ ▬▬▬▬▬ <box>139 33 221 39</box>
text-line: ▬▬▬▬ ▬ ▬▬▬ ▬▬▬▬▬ ▬▬ ▬▬▬ ▬▬▬▬ ▬▬ ▬ <box>266 244 339 249</box>
text-line: ▬▬▬▬ ▬▬ ▬▬▬ ▬▬▬▬ ▬▬ ▬▬▬▬▬ ▬ ▬▬▬▬ ▬▬▬▬▬▬ ▬▬ ▬▬ <box>14 134 114 140</box>
text-line: ▬▬ ▬▬▬▬ ▬ ▬▬▬ ▬▬▬▬▬ ▬▬ ▬▬▬ ▬▬▬▬ ▬▬ ▬▬▬▬▬ ▬ <box>139 583 232 588</box>
col3-block-3 <box>266 266 394 374</box>
text-line: ▬▬ ▬▬ ▬▬▬▬ ▬ ▬▬▬ ▬▬▬▬▬ ▬▬ ▬▬▬ ▬▬▬▬ ▬▬ ▬▬▬▬▬ ▬ ▬ <box>8 480 112 486</box>
col1-block-3 <box>8 312 136 515</box>
text-line: ▬ ▬ ▬▬▬ ▬▬▬▬▬ ▬▬ ▬▬▬ ▬▬▬▬ ▬▬ ▬▬▬▬▬ ▬ ▬▬▬▬ <box>266 326 357 332</box>
text-line: ▬ ▬▬ ▬▬▬▬ ▬ ▬▬▬ ▬▬▬▬▬ ▬▬ ▬▬▬ ▬▬▬▬ ▬▬ ▬▬▬▬▬ ▬ ▬ <box>266 163 368 168</box>
text-line: ▬▬▬▬▬ ▬▬ ▬▬▬ ▬▬▬▬ ▬▬ ▬▬▬▬▬ ▬ ▬▬▬▬ ▬▬▬▬▬▬ ▬ <box>8 419 101 425</box>
col1-block-4 <box>8 528 136 582</box>
text-line: ▬▬▬ ▬ ▬▬▬ ▬▬▬▬▬ ▬▬ ▬▬▬ ▬▬▬▬ ▬▬ ▬▬▬ <box>266 149 342 155</box>
text-line: ▬▬▬ ▬▬▬▬▬ ▬▬ ▬▬▬ ▬▬▬▬ ▬▬ ▬▬▬▬▬ ▬ ▬▬▬▬ ▬▬▬▬ <box>8 148 101 154</box>
text-line: ▬▬▬▬▬ ▬▬ ▬▬▬ ▬▬▬▬ ▬▬ ▬▬▬▬▬ ▬ ▬▬▬▬ ▬▬▬▬▬▬ ▬▬ ▬▬ <box>266 501 368 507</box>
text-line: ▬ ▬▬▬▬ ▬ ▬▬▬ ▬▬▬▬▬ ▬▬ ▬▬▬ ▬▬▬▬ ▬▬ ▬▬▬▬▬ ▬ ▬▬▬▬ <box>8 236 110 241</box>
text-line: ▬ ▬▬ ▬▬▬▬ ▬ ▬▬▬ ▬▬▬▬▬ ▬▬ ▬▬▬ ▬▬▬▬ ▬▬ ▬▬▬▬▬ ▬ ▬ <box>145 562 247 568</box>
text-line: ▬▬▬ ▬▬▬▬▬ ▬▬ ▬▬▬ ▬▬▬▬ ▬▬ ▬▬▬▬▬ ▬ ▬▬▬▬ ▬▬▬▬ <box>8 263 101 268</box>
col3-separator-2 <box>276 532 384 533</box>
text-line: ▬ ▬ ▬▬▬ ▬▬▬▬▬ ▬▬ ▬▬▬ ▬▬▬▬ ▬▬ ▬▬▬▬▬ ▬ ▬▬▬ <box>139 114 228 120</box>
text-line: ▬▬ ▬▬▬▬ ▬ ▬▬▬ ▬▬▬▬▬ ▬▬ ▬▬▬ ▬▬▬▬ ▬▬ ▬▬▬▬▬ ▬ <box>272 319 365 325</box>
text-line: ▬ ▬▬▬ ▬▬▬▬▬ ▬▬ ▬▬▬ ▬▬▬▬ ▬▬ ▬▬▬▬▬ ▬ ▬▬▬▬ ▬▬▬▬▬▬ <box>8 242 110 248</box>
text-line: ▬ ▬▬▬ ▬▬▬▬▬ ▬▬ ▬▬▬ ▬▬▬▬ ▬▬ ▬▬▬▬▬ ▬ <box>139 360 215 366</box>
text-line: ▬▬▬ ▬▬ ▬▬▬▬ ▬ ▬▬▬ ▬▬▬▬▬ ▬▬ ▬▬▬ ▬▬▬▬ <box>139 47 217 52</box>
text-line: ▬▬ ▬▬▬▬ ▬ ▬▬▬ ▬▬▬▬▬ ▬▬ ▬▬▬ ▬▬▬▬ ▬▬ ▬ <box>8 101 88 106</box>
text-line: ▬▬▬▬ ▬▬ ▬▬▬ ▬▬▬▬ ▬▬ ▬▬▬▬▬ ▬ ▬▬▬▬ ▬▬▬▬▬▬ ▬ <box>266 102 357 108</box>
text-line: ▬ ▬▬▬ ▬▬▬▬▬ ▬▬ ▬▬▬ ▬▬▬▬ ▬▬ ▬▬▬▬▬ ▬ ▬▬▬▬ ▬▬ <box>266 95 359 101</box>
text-line: ▬▬ ▬▬▬▬ ▬ ▬▬▬ ▬▬▬▬▬ ▬▬ ▬▬▬ ▬▬▬▬ ▬▬ ▬▬▬ <box>8 195 92 201</box>
text-line: ▬▬▬▬ ▬▬ ▬▬▬ ▬▬▬▬ ▬▬ ▬▬▬▬▬ ▬ ▬▬▬▬ ▬▬▬▬▬▬ ▬▬ ▬▬▬▬ <box>145 210 249 216</box>
text-line: ▬▬▬ ▬▬▬▬▬ ▬▬ ▬▬▬ ▬▬▬▬ ▬▬ ▬▬▬▬▬ ▬ ▬▬▬ <box>139 40 219 46</box>
text-line: ▬ ▬▬▬▬▬ ▬▬ ▬▬▬ ▬▬▬▬ ▬▬ ▬▬▬▬▬ ▬ ▬▬▬▬ ▬▬▬▬▬▬ ▬▬ <box>266 641 366 647</box>
text-line: ▬ ▬▬▬▬ ▬ ▬▬▬ ▬▬▬▬▬ ▬▬ ▬▬▬ ▬▬▬▬ ▬▬ ▬▬▬▬▬ ▬ ▬▬▬ <box>266 508 366 514</box>
text-line: ▬ ▬▬▬▬▬ ▬▬ ▬▬▬ ▬▬▬▬ ▬▬ ▬▬▬▬▬ ▬ ▬▬▬▬ ▬▬▬▬▬▬ ▬ <box>139 576 237 582</box>
text-line: ▬ ▬▬▬▬ ▬ ▬▬▬ ▬▬▬▬▬ ▬▬ ▬▬▬ ▬▬▬▬ ▬▬ ▬ <box>139 353 217 359</box>
text-line: ▬▬▬▬ ▬ ▬▬▬ ▬▬▬▬▬ ▬▬ ▬▬▬ ▬▬▬▬ ▬▬ ▬▬▬▬▬ <box>272 129 354 135</box>
col1-heading-2: III. Gruppe. <box>53 515 91 521</box>
page-title: Deutsche Reichsliste. (Nr. 78) <box>98 4 239 14</box>
col3-block-5 <box>266 426 394 453</box>
text-line: ▬▬▬▬▬ ▬▬ ▬▬▬ ▬▬▬▬ ▬▬ ▬▬▬▬▬ ▬ ▬▬▬▬ ▬▬▬▬▬▬ <box>266 196 355 202</box>
text-line: ▬▬ ▬ ▬▬▬ ▬▬▬▬▬ ▬▬ ▬▬▬ ▬▬▬▬ ▬▬ ▬▬▬▬▬ ▬ ▬▬▬▬ ▬▬ <box>266 169 366 175</box>
text-line: ▬▬▬▬▬ ▬▬ ▬▬▬ ▬▬▬▬ ▬▬ ▬▬▬▬▬ ▬ ▬▬▬▬ ▬▬▬▬ <box>266 353 350 359</box>
text-line: ▬▬▬▬ ▬ ▬▬▬ ▬▬▬▬▬ ▬▬ ▬▬▬ ▬▬▬▬ ▬▬ ▬▬▬▬▬ ▬ ▬▬▬▬ <box>266 439 364 445</box>
text-line: ▬▬▬▬ ▬ ▬▬▬ ▬▬▬▬▬ ▬▬ ▬▬▬ ▬▬▬▬ ▬▬ ▬▬▬▬▬ ▬ ▬▬▬ <box>8 311 103 317</box>
text-line: ▬▬▬▬▬ ▬▬ ▬▬▬ ▬▬▬▬ ▬▬ ▬▬▬▬▬ ▬ ▬▬▬▬ ▬▬▬▬▬▬ ▬ <box>14 575 107 581</box>
text-line: ▬▬▬▬ ▬▬ ▬▬▬ ▬▬▬▬ ▬▬ ▬▬▬▬▬ ▬ ▬▬▬▬ ▬▬▬▬▬▬ ▬ <box>139 502 230 507</box>
text-line: ▬▬▬ ▬▬▬▬▬ ▬▬ ▬▬▬ ▬▬▬▬ ▬▬ ▬▬▬▬▬ ▬ ▬▬▬▬ ▬▬▬▬▬▬ <box>139 223 237 229</box>
text-line: ▬▬▬▬▬ ▬▬ ▬▬▬ ▬▬▬▬ ▬▬ ▬▬▬▬▬ ▬ ▬▬▬▬ ▬▬▬▬ <box>266 217 350 222</box>
text-line: ▬▬▬ ▬ ▬▬▬ ▬▬▬▬▬ ▬▬ ▬▬▬ ▬▬▬▬ ▬▬ ▬▬▬▬▬ ▬ ▬ <box>145 257 234 263</box>
text-line: ▬ ▬▬▬ ▬▬▬▬▬ ▬▬ ▬▬▬ ▬▬▬▬ ▬▬ ▬▬▬▬▬ ▬ ▬▬▬▬ ▬▬▬▬ <box>266 515 364 520</box>
text-line: ▬▬▬▬ ▬ ▬▬▬ ▬▬▬▬▬ ▬▬ ▬▬▬ ▬▬▬▬ ▬▬ ▬▬▬▬▬ ▬ ▬▬▬ <box>139 394 234 399</box>
text-line: ▬▬▬▬ ▬ ▬▬▬ ▬▬▬▬▬ ▬▬ ▬▬▬ ▬▬▬▬ ▬▬ ▬▬▬▬▬ ▬ ▬ <box>8 331 99 337</box>
text-line: ▬ ▬▬ ▬▬▬▬ ▬ ▬▬▬ ▬▬▬▬▬ ▬▬ ▬▬▬ ▬▬▬▬ ▬▬ <box>14 365 94 371</box>
text-line: ▬ ▬▬▬ ▬▬▬▬▬ ▬▬ ▬▬▬ ▬▬▬▬ ▬▬ ▬▬▬▬▬ ▬ ▬▬▬▬ <box>8 433 95 438</box>
text-line: ▬ ▬▬ ▬▬▬▬ ▬ ▬▬▬ ▬▬▬▬▬ ▬▬ ▬▬▬ ▬▬▬▬ ▬▬ ▬ <box>139 427 223 433</box>
text-line: ▬▬ ▬▬▬▬▬ ▬▬ ▬▬▬ ▬▬▬▬ ▬▬ ▬▬▬▬▬ ▬ ▬▬▬▬ ▬▬ <box>266 33 353 39</box>
text-line: ▬▬ ▬ ▬▬▬ ▬▬▬▬▬ ▬▬ ▬▬▬ ▬▬▬▬ ▬▬ ▬▬▬▬▬ ▬ ▬▬▬▬ <box>139 142 232 148</box>
text-line: ▬▬▬ ▬▬ ▬▬▬▬ ▬ ▬▬▬ ▬▬▬▬▬ ▬▬ ▬▬▬ ▬▬▬▬ ▬▬ ▬ <box>266 579 355 585</box>
text-line: ▬ ▬ ▬▬▬ ▬▬▬▬▬ ▬▬ ▬▬▬ ▬▬▬▬ ▬▬ ▬▬▬▬▬ ▬ ▬ <box>14 87 98 93</box>
text-line: ▬▬ ▬ ▬▬▬ ▬▬▬▬▬ ▬▬ ▬▬▬ ▬▬▬▬ ▬▬ ▬▬▬▬▬ ▬ <box>266 47 348 52</box>
col3-heading-3: I. Abschnitt. <box>310 419 350 425</box>
text-line: ▬▬ ▬▬▬▬ ▬ ▬▬▬ ▬▬▬▬▬ ▬▬ ▬▬▬ ▬▬▬▬ ▬▬ <box>139 291 215 297</box>
text-line: ▬▬ ▬▬ ▬▬▬▬ ▬ ▬▬▬ ▬▬▬▬▬ ▬▬ ▬▬▬ ▬▬▬▬ ▬▬ ▬ <box>8 175 95 181</box>
text-line: ▬▬ ▬▬▬▬▬ ▬▬ ▬▬▬ ▬▬▬▬ ▬▬ ▬▬▬▬▬ ▬ ▬▬▬ <box>266 613 344 619</box>
text-line: ▬ ▬▬▬▬▬ ▬▬ ▬▬▬ ▬▬▬▬ ▬▬ ▬▬▬▬▬ ▬ ▬▬▬ <box>8 534 84 540</box>
text-line: ▬▬▬ ▬▬▬▬▬ ▬▬ ▬▬▬ ▬▬▬▬ ▬▬ ▬▬▬▬▬ ▬ ▬ <box>8 473 84 479</box>
text-line: ▬ ▬ ▬▬▬ ▬▬▬▬▬ ▬▬ ▬▬▬ ▬▬▬▬ ▬▬ ▬▬▬▬▬ ▬ ▬▬▬▬ ▬▬▬▬ <box>8 392 110 398</box>
text-line: ▬ ▬▬▬ ▬▬▬▬▬ ▬▬ ▬▬▬ ▬▬▬▬ ▬▬ ▬▬▬▬▬ ▬ ▬▬▬▬ ▬▬▬▬ <box>139 318 237 324</box>
col3-subheading-2: 1. Gruppe. Anordnungen <box>299 553 361 559</box>
text-line: ▬▬▬▬ ▬ ▬▬▬ ▬▬▬▬▬ ▬▬ ▬▬▬ ▬▬▬▬ ▬▬ ▬▬▬▬▬ ▬ ▬▬▬ <box>8 141 103 147</box>
text-line: ▬▬▬▬ ▬▬ ▬▬▬ ▬▬▬▬ ▬▬ ▬▬▬▬▬ ▬ ▬▬▬▬ ▬▬▬▬▬▬ ▬▬ <box>266 521 359 527</box>
col3-separator-1 <box>276 377 384 378</box>
text-line: ▬▬▬ ▬ ▬▬▬ ▬▬▬▬▬ ▬▬ ▬▬▬ ▬▬▬▬ ▬▬ ▬▬▬▬▬ ▬ ▬▬▬▬ <box>8 47 103 52</box>
text-line: ▬▬▬ ▬▬▬▬▬ ▬▬ ▬▬▬ ▬▬▬▬ ▬▬ ▬▬▬▬▬ ▬ ▬▬▬▬ <box>266 115 348 121</box>
col3-block-1 <box>266 20 394 61</box>
col3-block-8 <box>266 628 394 648</box>
text-line: ▬ ▬▬▬▬ ▬ ▬▬▬ ▬▬▬▬▬ ▬▬ ▬▬▬ ▬▬▬▬ ▬▬ ▬▬▬ <box>266 360 348 365</box>
text-line: ▬ ▬▬ ▬▬▬▬ ▬ ▬▬▬ ▬▬▬▬▬ ▬▬ ▬▬▬ ▬▬▬▬ ▬▬ ▬▬▬▬▬ ▬ <box>139 87 237 93</box>
col1-block-1 <box>8 20 136 196</box>
text-line: ▬▬▬ ▬ ▬▬▬ ▬▬▬▬▬ ▬▬ ▬▬▬ ▬▬▬▬ ▬▬ ▬▬▬ <box>139 549 215 555</box>
text-line: ▬▬▬ ▬▬ ▬▬▬▬ ▬ ▬▬▬ ▬▬▬▬▬ ▬▬ ▬▬▬ ▬▬▬▬ ▬▬ ▬▬▬ <box>8 269 101 275</box>
text-line: ▬ ▬▬▬▬▬ ▬▬ ▬▬▬ ▬▬▬▬ ▬▬ ▬▬▬▬▬ ▬ ▬▬▬▬ ▬▬▬▬▬▬ ▬ <box>272 176 370 182</box>
col3-heading-5: 3. Gruppe. <box>313 621 347 628</box>
text-line: ▬ ▬▬▬ ▬▬▬▬▬ ▬▬ ▬▬▬ ▬▬▬▬ ▬▬ ▬▬▬▬▬ ▬ ▬ <box>139 183 219 189</box>
col2-block-3 <box>139 347 263 590</box>
text-line: ▬▬▬ ▬▬ ▬▬▬▬ ▬ ▬▬▬ ▬▬▬▬▬ ▬▬ ▬▬▬ ▬▬▬▬ ▬▬ ▬▬▬▬▬ <box>139 230 237 236</box>
text-line: ▬▬▬ ▬▬▬▬▬ ▬▬ ▬▬▬ ▬▬▬▬ ▬▬ ▬▬▬▬▬ ▬ ▬▬▬ <box>8 453 88 459</box>
col3-heading-1: Abschnitt <box>315 61 345 68</box>
text-line: ▬▬▬ ▬▬▬▬▬ ▬▬ ▬▬▬ ▬▬▬▬ ▬▬ ▬▬▬▬▬ ▬ ▬▬▬▬ ▬▬ <box>8 338 97 344</box>
text-line: ▬▬▬ ▬▬ ▬▬▬▬ ▬ ▬▬▬ ▬▬▬▬▬ ▬▬ ▬▬▬ ▬▬▬▬ <box>14 460 92 465</box>
text-line: ▬▬ ▬▬▬▬▬ ▬▬ ▬▬▬ ▬▬▬▬ ▬▬ ▬▬▬▬▬ ▬ ▬▬▬▬ ▬▬ <box>139 264 226 270</box>
text-line: ▬▬▬ ▬▬▬▬▬ ▬▬ ▬▬▬ ▬▬▬▬ ▬▬ ▬▬▬▬▬ ▬ ▬▬▬▬ ▬▬▬▬▬▬ ▬ <box>266 426 368 431</box>
text-line: ▬ ▬▬ ▬▬▬▬ ▬ ▬▬▬ ▬▬▬▬▬ ▬▬ ▬▬▬ ▬▬▬▬ ▬▬ ▬▬▬▬▬ ▬ ▬ <box>266 299 368 305</box>
text-line: ▬▬▬ ▬▬ ▬▬▬▬ ▬ ▬▬▬ ▬▬▬▬▬ ▬▬ ▬▬▬ ▬▬▬▬ ▬▬ ▬▬▬ <box>8 155 101 160</box>
text-line: ▬ ▬▬▬ ▬▬▬▬▬ ▬▬ ▬▬▬ ▬▬▬▬ ▬▬ ▬▬▬▬▬ ▬ ▬▬▬▬ ▬▬▬▬ <box>139 475 237 480</box>
text-line: ▬▬▬▬▬ ▬▬ ▬▬▬ ▬▬▬▬ ▬▬ ▬▬▬▬▬ ▬ ▬▬▬▬ ▬▬▬▬▬▬ ▬▬ <box>272 82 367 87</box>
text-line: ▬▬▬ ▬ ▬▬▬ ▬▬▬▬▬ ▬▬ ▬▬▬ ▬▬▬▬ ▬▬ ▬▬▬▬▬ ▬ ▬▬▬▬ ▬▬ <box>139 74 241 79</box>
text-line: ▬▬▬▬ ▬ ▬▬▬ ▬▬▬▬▬ ▬▬ ▬▬▬ ▬▬▬▬ ▬▬ ▬▬▬▬▬ <box>266 265 348 271</box>
text-line: ▬▬▬ ▬▬ ▬▬▬▬ ▬ ▬▬▬ ▬▬▬▬▬ ▬▬ ▬▬▬ ▬▬▬▬ ▬▬ <box>139 522 223 528</box>
text-line: ▬▬▬▬ ▬▬ ▬▬▬ ▬▬▬▬ ▬▬ ▬▬▬▬▬ ▬ ▬▬▬▬ ▬▬▬▬▬▬ ▬▬ ▬▬▬▬ <box>139 367 243 372</box>
text-line: ▬▬ ▬ ▬▬▬ ▬▬▬▬▬ ▬▬ ▬▬▬ ▬▬▬▬ ▬▬ ▬▬▬▬▬ ▬ ▬▬▬▬ ▬▬ <box>266 306 366 311</box>
text-line: ▬ ▬▬▬ ▬▬▬▬▬ ▬▬ ▬▬▬ ▬▬▬▬ ▬▬ ▬▬▬▬▬ ▬ ▬▬▬▬ ▬▬▬▬ <box>266 75 364 81</box>
